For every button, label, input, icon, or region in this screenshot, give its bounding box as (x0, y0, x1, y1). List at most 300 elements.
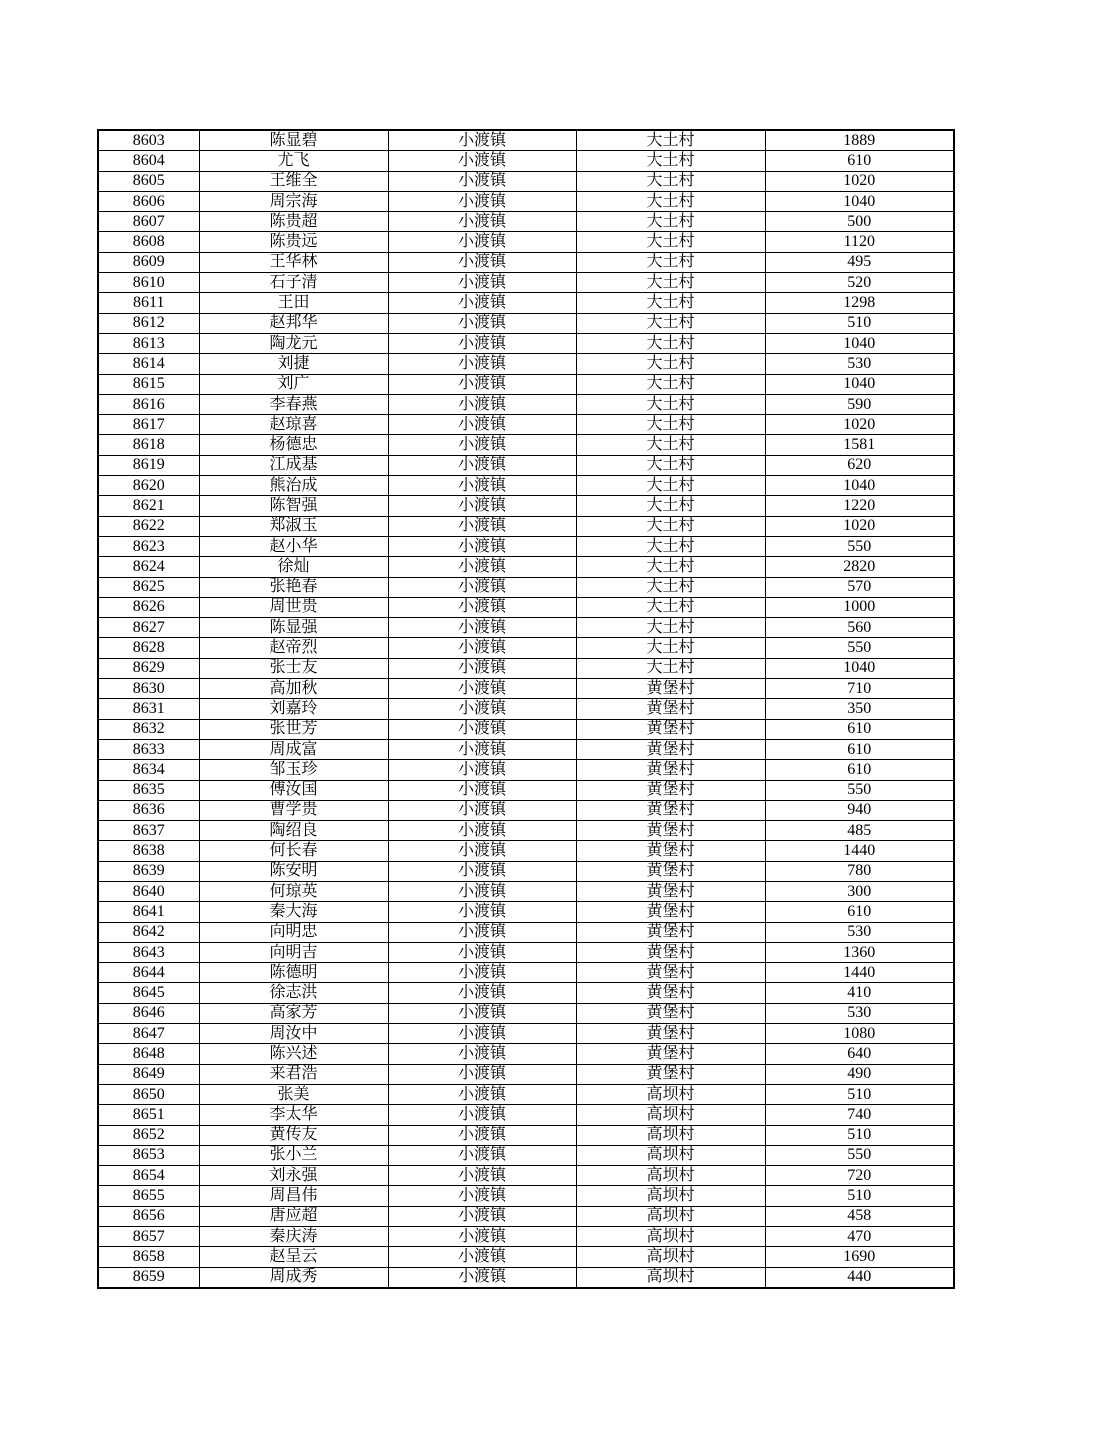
cell-village: 高坝村 (576, 1105, 765, 1125)
cell-town: 小渡镇 (388, 902, 576, 922)
cell-town: 小渡镇 (388, 293, 576, 313)
cell-town: 小渡镇 (388, 394, 576, 414)
cell-amount: 560 (765, 618, 954, 638)
cell-id: 8621 (98, 496, 199, 516)
cell-village: 高坝村 (576, 1166, 765, 1186)
cell-name: 向明忠 (199, 922, 388, 942)
cell-name: 张美 (199, 1084, 388, 1104)
cell-village: 大土村 (576, 638, 765, 658)
cell-town: 小渡镇 (388, 963, 576, 983)
cell-id: 8618 (98, 435, 199, 455)
cell-town: 小渡镇 (388, 638, 576, 658)
table-row (98, 699, 954, 719)
cell-name: 刘嘉玲 (199, 699, 388, 719)
cell-amount: 1581 (765, 435, 954, 455)
table-row (98, 313, 954, 333)
cell-village: 黄堡村 (576, 881, 765, 901)
table-row (98, 760, 954, 780)
cell-name: 秦大海 (199, 902, 388, 922)
cell-town: 小渡镇 (388, 374, 576, 394)
cell-village: 黄堡村 (576, 902, 765, 922)
cell-village: 大土村 (576, 273, 765, 293)
cell-name: 张艳春 (199, 577, 388, 597)
cell-village: 高坝村 (576, 1186, 765, 1206)
table-row (98, 800, 954, 820)
cell-amount: 1040 (765, 476, 954, 496)
cell-id: 8654 (98, 1166, 199, 1186)
cell-town: 小渡镇 (388, 658, 576, 678)
table-row (98, 455, 954, 475)
table-row (98, 1003, 954, 1023)
cell-name: 黄传友 (199, 1125, 388, 1145)
cell-amount: 1690 (765, 1247, 954, 1267)
cell-village: 大土村 (576, 435, 765, 455)
cell-id: 8629 (98, 658, 199, 678)
cell-village: 大土村 (576, 212, 765, 232)
cell-town: 小渡镇 (388, 739, 576, 759)
cell-name: 周世贵 (199, 597, 388, 617)
cell-amount: 1889 (765, 130, 954, 151)
cell-id: 8626 (98, 597, 199, 617)
cell-id: 8619 (98, 455, 199, 475)
table-row (98, 922, 954, 942)
table-row (98, 1227, 954, 1247)
cell-name: 周成秀 (199, 1267, 388, 1288)
cell-amount: 490 (765, 1064, 954, 1084)
table-row (98, 496, 954, 516)
cell-id: 8616 (98, 394, 199, 414)
cell-town: 小渡镇 (388, 1024, 576, 1044)
cell-id: 8609 (98, 252, 199, 272)
cell-amount: 510 (765, 313, 954, 333)
cell-town: 小渡镇 (388, 597, 576, 617)
cell-village: 黄堡村 (576, 841, 765, 861)
cell-name: 熊治成 (199, 476, 388, 496)
table-row (98, 679, 954, 699)
table-row (98, 638, 954, 658)
cell-village: 黄堡村 (576, 963, 765, 983)
cell-amount: 410 (765, 983, 954, 1003)
cell-town: 小渡镇 (388, 922, 576, 942)
cell-village: 大土村 (576, 536, 765, 556)
cell-village: 大土村 (576, 374, 765, 394)
cell-name: 刘永强 (199, 1166, 388, 1186)
cell-village: 黄堡村 (576, 983, 765, 1003)
cell-name: 杨德忠 (199, 435, 388, 455)
table-row (98, 902, 954, 922)
table-row (98, 151, 954, 171)
cell-amount: 510 (765, 1186, 954, 1206)
table-row (98, 333, 954, 353)
cell-id: 8637 (98, 821, 199, 841)
cell-amount: 570 (765, 577, 954, 597)
cell-amount: 1040 (765, 333, 954, 353)
cell-name: 陈贵超 (199, 212, 388, 232)
table-row (98, 476, 954, 496)
cell-name: 曹学贵 (199, 800, 388, 820)
cell-town: 小渡镇 (388, 151, 576, 171)
cell-id: 8615 (98, 374, 199, 394)
cell-town: 小渡镇 (388, 252, 576, 272)
cell-name: 高加秋 (199, 679, 388, 699)
cell-id: 8659 (98, 1267, 199, 1288)
table-row (98, 1084, 954, 1104)
cell-town: 小渡镇 (388, 1044, 576, 1064)
cell-amount: 510 (765, 1084, 954, 1104)
cell-village: 大土村 (576, 313, 765, 333)
cell-name: 赵呈云 (199, 1247, 388, 1267)
cell-name: 陶绍良 (199, 821, 388, 841)
cell-id: 8655 (98, 1186, 199, 1206)
cell-town: 小渡镇 (388, 983, 576, 1003)
table-row (98, 658, 954, 678)
cell-name: 陈安明 (199, 861, 388, 881)
cell-amount: 550 (765, 638, 954, 658)
cell-amount: 610 (765, 760, 954, 780)
cell-town: 小渡镇 (388, 455, 576, 475)
cell-id: 8606 (98, 191, 199, 211)
cell-amount: 550 (765, 536, 954, 556)
cell-id: 8636 (98, 800, 199, 820)
table-row (98, 1186, 954, 1206)
cell-village: 高坝村 (576, 1267, 765, 1288)
cell-amount: 1080 (765, 1024, 954, 1044)
cell-name: 陶龙元 (199, 333, 388, 353)
cell-id: 8644 (98, 963, 199, 983)
cell-id: 8633 (98, 739, 199, 759)
cell-town: 小渡镇 (388, 496, 576, 516)
cell-town: 小渡镇 (388, 232, 576, 252)
cell-village: 高坝村 (576, 1125, 765, 1145)
table-row (98, 1145, 954, 1165)
cell-village: 大土村 (576, 394, 765, 414)
table-row (98, 1247, 954, 1267)
table-row (98, 577, 954, 597)
cell-village: 大土村 (576, 293, 765, 313)
table-row (98, 374, 954, 394)
cell-amount: 1440 (765, 841, 954, 861)
cell-village: 黄堡村 (576, 719, 765, 739)
cell-town: 小渡镇 (388, 618, 576, 638)
cell-village: 黄堡村 (576, 1003, 765, 1023)
table-row (98, 435, 954, 455)
cell-name: 唐应超 (199, 1206, 388, 1226)
table-row (98, 212, 954, 232)
cell-name: 李春燕 (199, 394, 388, 414)
cell-id: 8611 (98, 293, 199, 313)
table-row (98, 719, 954, 739)
cell-village: 大土村 (576, 455, 765, 475)
cell-id: 8645 (98, 983, 199, 1003)
cell-id: 8623 (98, 536, 199, 556)
cell-town: 小渡镇 (388, 1227, 576, 1247)
cell-town: 小渡镇 (388, 333, 576, 353)
cell-name: 王华林 (199, 252, 388, 272)
cell-village: 高坝村 (576, 1206, 765, 1226)
cell-id: 8648 (98, 1044, 199, 1064)
cell-name: 陈显碧 (199, 130, 388, 151)
cell-name: 张士友 (199, 658, 388, 678)
cell-town: 小渡镇 (388, 354, 576, 374)
cell-id: 8612 (98, 313, 199, 333)
cell-town: 小渡镇 (388, 760, 576, 780)
cell-town: 小渡镇 (388, 313, 576, 333)
cell-amount: 740 (765, 1105, 954, 1125)
cell-name: 向明吉 (199, 942, 388, 962)
cell-amount: 470 (765, 1227, 954, 1247)
table-row (98, 354, 954, 374)
cell-village: 大土村 (576, 354, 765, 374)
cell-id: 8653 (98, 1145, 199, 1165)
cell-town: 小渡镇 (388, 1084, 576, 1104)
cell-amount: 510 (765, 1125, 954, 1145)
data-table (97, 129, 955, 1289)
cell-amount: 495 (765, 252, 954, 272)
cell-name: 周成富 (199, 739, 388, 759)
cell-amount: 1040 (765, 191, 954, 211)
cell-id: 8632 (98, 719, 199, 739)
cell-name: 赵邦华 (199, 313, 388, 333)
cell-town: 小渡镇 (388, 1186, 576, 1206)
cell-id: 8625 (98, 577, 199, 597)
cell-id: 8652 (98, 1125, 199, 1145)
cell-village: 黄堡村 (576, 922, 765, 942)
cell-amount: 1440 (765, 963, 954, 983)
cell-id: 8640 (98, 881, 199, 901)
cell-village: 大土村 (576, 597, 765, 617)
cell-village: 大土村 (576, 151, 765, 171)
cell-town: 小渡镇 (388, 821, 576, 841)
cell-name: 秦庆涛 (199, 1227, 388, 1247)
table-row (98, 1105, 954, 1125)
cell-village: 大土村 (576, 658, 765, 678)
cell-amount: 1040 (765, 374, 954, 394)
cell-village: 大土村 (576, 252, 765, 272)
cell-amount: 2820 (765, 557, 954, 577)
cell-id: 8614 (98, 354, 199, 374)
cell-id: 8649 (98, 1064, 199, 1084)
cell-id: 8610 (98, 273, 199, 293)
table-row (98, 739, 954, 759)
cell-amount: 520 (765, 273, 954, 293)
cell-town: 小渡镇 (388, 1125, 576, 1145)
cell-town: 小渡镇 (388, 1064, 576, 1084)
table-row (98, 130, 954, 151)
table-row (98, 171, 954, 191)
cell-town: 小渡镇 (388, 780, 576, 800)
cell-id: 8622 (98, 516, 199, 536)
cell-id: 8634 (98, 760, 199, 780)
cell-name: 陈德明 (199, 963, 388, 983)
cell-village: 大土村 (576, 516, 765, 536)
cell-name: 江成基 (199, 455, 388, 475)
cell-village: 黄堡村 (576, 821, 765, 841)
cell-town: 小渡镇 (388, 1267, 576, 1288)
cell-id: 8658 (98, 1247, 199, 1267)
cell-name: 周宗海 (199, 191, 388, 211)
cell-village: 黄堡村 (576, 739, 765, 759)
cell-name: 徐志洪 (199, 983, 388, 1003)
table-row (98, 1064, 954, 1084)
cell-id: 8604 (98, 151, 199, 171)
cell-town: 小渡镇 (388, 1206, 576, 1226)
cell-town: 小渡镇 (388, 861, 576, 881)
cell-village: 大土村 (576, 618, 765, 638)
cell-village: 黄堡村 (576, 942, 765, 962)
cell-amount: 530 (765, 354, 954, 374)
table-row (98, 394, 954, 414)
cell-amount: 1220 (765, 496, 954, 516)
cell-amount: 590 (765, 394, 954, 414)
cell-name: 李太华 (199, 1105, 388, 1125)
cell-amount: 1000 (765, 597, 954, 617)
cell-village: 大土村 (576, 476, 765, 496)
cell-name: 高家芳 (199, 1003, 388, 1023)
cell-amount: 1020 (765, 516, 954, 536)
cell-id: 8642 (98, 922, 199, 942)
cell-town: 小渡镇 (388, 841, 576, 861)
cell-amount: 610 (765, 719, 954, 739)
cell-amount: 1020 (765, 415, 954, 435)
cell-amount: 640 (765, 1044, 954, 1064)
cell-amount: 350 (765, 699, 954, 719)
cell-amount: 440 (765, 1267, 954, 1288)
cell-amount: 500 (765, 212, 954, 232)
cell-id: 8635 (98, 780, 199, 800)
cell-village: 黄堡村 (576, 861, 765, 881)
cell-id: 8656 (98, 1206, 199, 1226)
cell-village: 大土村 (576, 191, 765, 211)
cell-town: 小渡镇 (388, 1145, 576, 1165)
cell-name: 周昌伟 (199, 1186, 388, 1206)
cell-town: 小渡镇 (388, 557, 576, 577)
cell-id: 8639 (98, 861, 199, 881)
cell-town: 小渡镇 (388, 171, 576, 191)
cell-village: 黄堡村 (576, 699, 765, 719)
cell-amount: 550 (765, 1145, 954, 1165)
cell-id: 8608 (98, 232, 199, 252)
cell-village: 黄堡村 (576, 1044, 765, 1064)
cell-village: 大土村 (576, 415, 765, 435)
cell-id: 8624 (98, 557, 199, 577)
cell-name: 郑淑玉 (199, 516, 388, 536)
cell-name: 陈兴述 (199, 1044, 388, 1064)
cell-amount: 940 (765, 800, 954, 820)
cell-village: 大土村 (576, 557, 765, 577)
table-row (98, 1166, 954, 1186)
cell-town: 小渡镇 (388, 800, 576, 820)
table-row (98, 536, 954, 556)
cell-village: 大土村 (576, 333, 765, 353)
cell-name: 陈智强 (199, 496, 388, 516)
cell-name: 石子清 (199, 273, 388, 293)
table-row (98, 821, 954, 841)
cell-town: 小渡镇 (388, 516, 576, 536)
cell-town: 小渡镇 (388, 719, 576, 739)
cell-name: 刘捷 (199, 354, 388, 374)
table-row (98, 232, 954, 252)
table-row (98, 191, 954, 211)
cell-village: 大土村 (576, 577, 765, 597)
cell-name: 张世芳 (199, 719, 388, 739)
cell-name: 邹玉珍 (199, 760, 388, 780)
cell-id: 8643 (98, 942, 199, 962)
cell-id: 8628 (98, 638, 199, 658)
cell-id: 8630 (98, 679, 199, 699)
cell-town: 小渡镇 (388, 435, 576, 455)
cell-name: 王田 (199, 293, 388, 313)
cell-amount: 1040 (765, 658, 954, 678)
cell-town: 小渡镇 (388, 1003, 576, 1023)
table-row (98, 597, 954, 617)
cell-name: 赵小华 (199, 536, 388, 556)
table-row (98, 780, 954, 800)
cell-name: 陈贵远 (199, 232, 388, 252)
table-row (98, 516, 954, 536)
cell-amount: 458 (765, 1206, 954, 1226)
table-row (98, 1267, 954, 1288)
cell-name: 赵帝烈 (199, 638, 388, 658)
cell-village: 黄堡村 (576, 760, 765, 780)
cell-town: 小渡镇 (388, 476, 576, 496)
cell-amount: 610 (765, 151, 954, 171)
table-row (98, 1125, 954, 1145)
cell-amount: 610 (765, 739, 954, 759)
cell-name: 来君浩 (199, 1064, 388, 1084)
table-row (98, 415, 954, 435)
cell-id: 8651 (98, 1105, 199, 1125)
cell-name: 张小兰 (199, 1145, 388, 1165)
cell-amount: 485 (765, 821, 954, 841)
cell-amount: 1120 (765, 232, 954, 252)
cell-village: 黄堡村 (576, 679, 765, 699)
cell-village: 高坝村 (576, 1227, 765, 1247)
cell-name: 何长春 (199, 841, 388, 861)
cell-name: 何琼英 (199, 881, 388, 901)
cell-name: 周汝中 (199, 1024, 388, 1044)
cell-amount: 300 (765, 881, 954, 901)
table-row (98, 557, 954, 577)
cell-id: 8646 (98, 1003, 199, 1023)
cell-id: 8613 (98, 333, 199, 353)
cell-town: 小渡镇 (388, 942, 576, 962)
cell-amount: 550 (765, 780, 954, 800)
cell-name: 王维全 (199, 171, 388, 191)
cell-village: 大土村 (576, 232, 765, 252)
cell-id: 8647 (98, 1024, 199, 1044)
table-row (98, 1206, 954, 1226)
cell-amount: 530 (765, 922, 954, 942)
cell-village: 大土村 (576, 171, 765, 191)
cell-amount: 530 (765, 1003, 954, 1023)
table-row (98, 1024, 954, 1044)
cell-town: 小渡镇 (388, 130, 576, 151)
table-row (98, 252, 954, 272)
cell-town: 小渡镇 (388, 1105, 576, 1125)
cell-name: 傅汝国 (199, 780, 388, 800)
cell-town: 小渡镇 (388, 577, 576, 597)
cell-amount: 710 (765, 679, 954, 699)
cell-village: 高坝村 (576, 1084, 765, 1104)
table-row (98, 618, 954, 638)
cell-id: 8627 (98, 618, 199, 638)
cell-amount: 1298 (765, 293, 954, 313)
table-row (98, 983, 954, 1003)
cell-village: 大土村 (576, 496, 765, 516)
cell-town: 小渡镇 (388, 191, 576, 211)
cell-name: 尤飞 (199, 151, 388, 171)
cell-id: 8603 (98, 130, 199, 151)
